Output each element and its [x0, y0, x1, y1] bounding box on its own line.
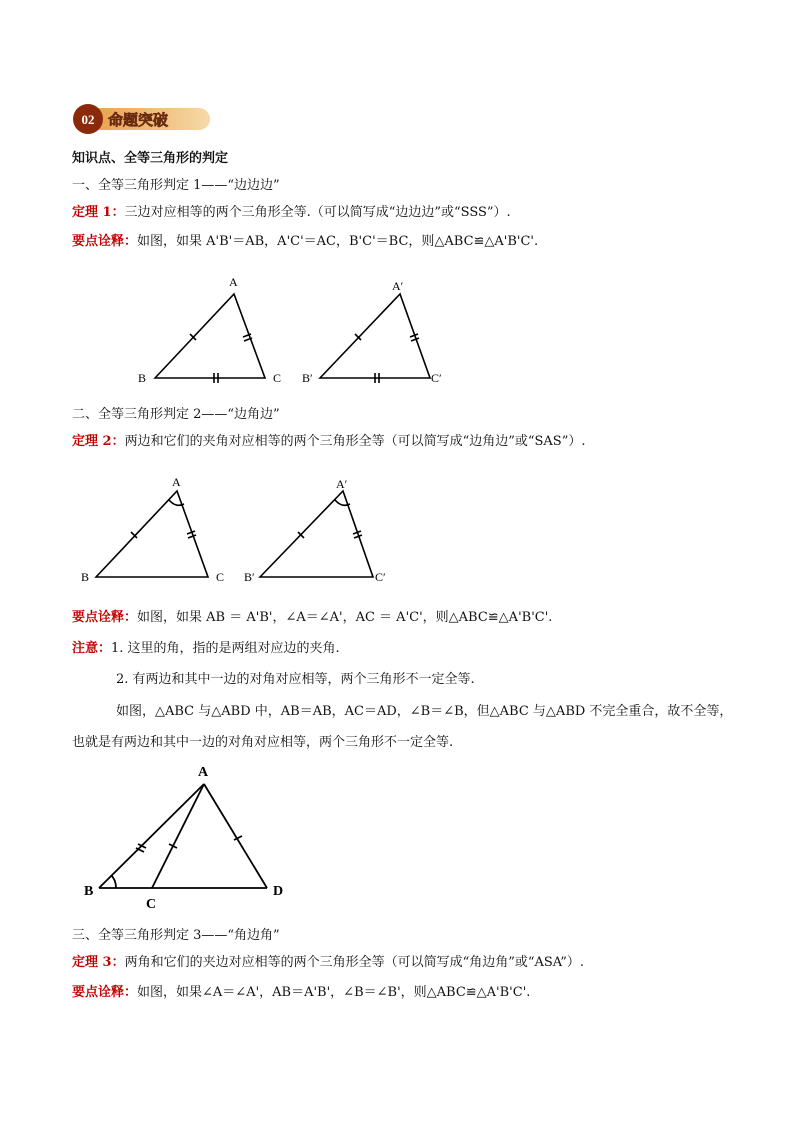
s2-note-label: 要点诠释： — [72, 610, 138, 625]
label-c: C — [146, 897, 157, 912]
figure-sas — [72, 470, 412, 592]
side-ac — [152, 784, 204, 888]
s3-theorem-text: 两角和它们的夹边对应相等的两个三角形全等（可以简写成“角边角”或“ASA”）. — [124, 955, 585, 970]
s2-para-2: 也就是有两边和其中一边的对角对应相等，两个三角形不一定全等. — [72, 735, 454, 750]
figure-ssa-counterexample — [80, 760, 310, 912]
side-ad — [204, 784, 267, 888]
s3-theorem — [72, 954, 584, 972]
s1-theorem — [72, 204, 511, 222]
s2-title: 二、全等三角形判定 2——“边角边” — [72, 407, 280, 422]
s2-attention — [72, 640, 340, 658]
triangle-abc — [155, 294, 265, 378]
label-b: B — [138, 371, 147, 385]
s3-title: 三、全等三角形判定 3——“角边角” — [72, 928, 280, 943]
s2-note-text: 如图，如果 AB ＝ A'B'，∠A＝∠A'，AC ＝ A'C'，则△ABC≌△A'B'C'. — [137, 610, 553, 625]
s1-title: 一、全等三角形判定 1——“边边边” — [72, 178, 280, 193]
s1-note-label: 要点诠释： — [72, 234, 138, 249]
s2-note — [72, 609, 552, 627]
section-heading: 知识点、全等三角形的判定 — [72, 151, 229, 166]
s1-note-text: 如图，如果 A'B'＝AB，A'C'＝AC，B'C'＝BC，则△ABC≌△A'B'C'. — [137, 234, 539, 249]
s1-note — [72, 233, 538, 251]
label-b: B — [81, 570, 90, 584]
s2-attention-1: 1. 这里的角，指的是两组对应边的夹角. — [111, 641, 340, 656]
s2-attention-label: 注意： — [72, 641, 112, 656]
triangle-abc-prime — [260, 491, 373, 577]
banner-title: 命题突破 — [108, 113, 169, 129]
s3-theorem-label: 定理 3： — [72, 955, 125, 970]
banner-number: 02 — [81, 112, 95, 127]
s3-note-text: 如图，如果∠A＝∠A'，AB＝A'B'，∠B＝∠B'，则△ABC≌△A'B'C'. — [137, 985, 531, 1000]
figure-sss — [130, 272, 460, 392]
side-ab — [99, 784, 204, 888]
label-c-prime: C′ — [375, 570, 386, 584]
s2-theorem-label: 定理 2： — [72, 434, 125, 449]
label-a: A — [229, 275, 238, 289]
label-a: A — [198, 765, 209, 780]
label-a: A — [172, 475, 181, 489]
label-c: C — [216, 570, 225, 584]
s2-theorem — [72, 433, 586, 451]
label-a-prime: A′ — [336, 477, 348, 491]
s2-theorem-text: 两边和它们的夹角对应相等的两个三角形全等（可以简写成“边角边”或“SAS”）. — [124, 434, 586, 449]
s3-note-label: 要点诠释： — [72, 985, 138, 1000]
label-a-prime: A′ — [392, 279, 404, 293]
s3-note — [72, 984, 530, 1002]
s1-theorem-text: 三边对应相等的两个三角形全等.（可以简写成“边边边”或“SSS”）. — [124, 205, 511, 220]
s1-theorem-label: 定理 1： — [72, 205, 125, 220]
label-d: D — [273, 884, 284, 899]
label-b: B — [84, 884, 94, 899]
label-c-prime: C′ — [431, 371, 442, 385]
s2-attention-2: 2. 有两边和其中一边的对角对应相等，两个三角形不一定全等. — [116, 672, 475, 687]
label-b-prime: B′ — [244, 570, 255, 584]
label-b-prime: B′ — [302, 371, 313, 385]
s2-para-1: 如图，△ABC 与△ABD 中，AB＝AB，AC＝AD，∠B＝∠B，但△ABC 与△ABD 不完全重合，故不全等， — [116, 704, 733, 719]
label-c: C — [273, 371, 282, 385]
triangle-abc — [96, 491, 208, 577]
section-banner — [72, 104, 214, 134]
